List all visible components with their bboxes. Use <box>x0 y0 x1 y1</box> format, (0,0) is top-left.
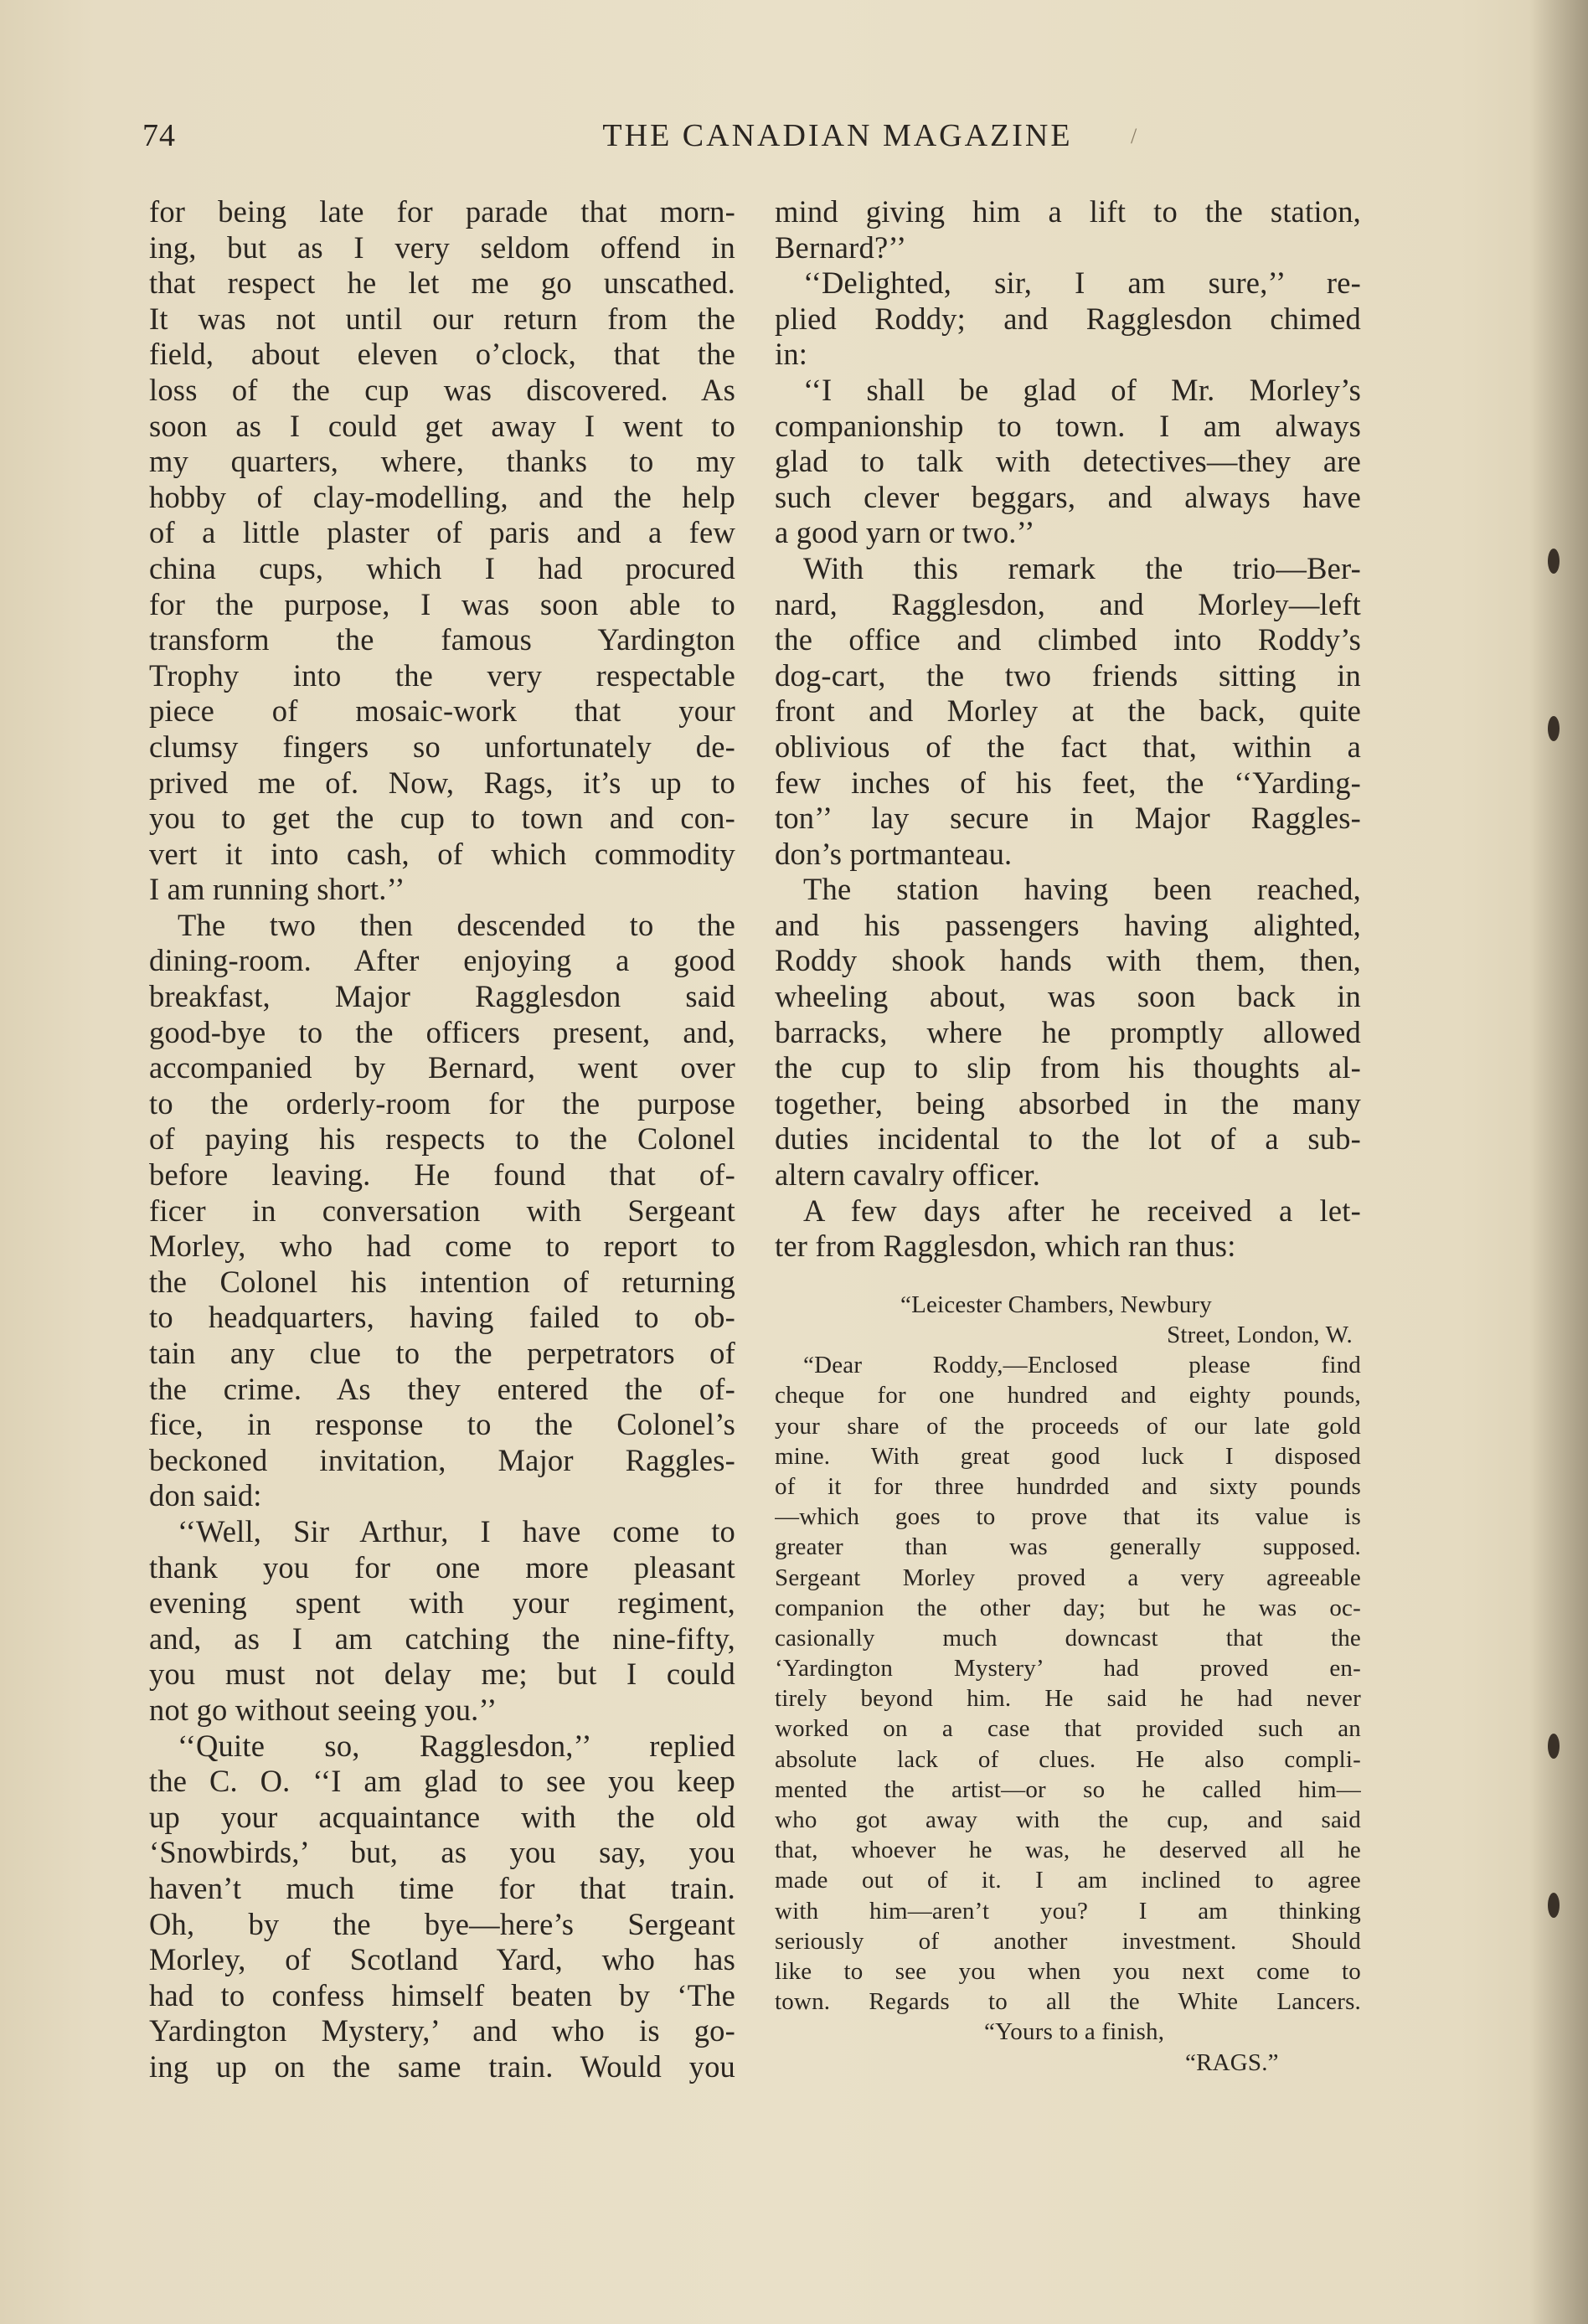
text-line: barracks, where he promptly allowed <box>775 1014 1361 1049</box>
text-line: the crime. As they entered the of- <box>149 1371 735 1406</box>
text-line: don said: <box>149 1478 262 1513</box>
text-line: ‘Snowbirds,’ but, as you say, you <box>149 1835 735 1870</box>
corner-mark: / <box>1131 124 1137 148</box>
text-line: and, as I am catching the nine-fifty, <box>149 1621 735 1656</box>
text-line: the C. O. ‘‘I am glad to see you keep <box>149 1764 735 1799</box>
text-line: evening spent with your regiment, <box>149 1585 735 1621</box>
text-line: to the orderly-room for the purpose <box>149 1085 735 1121</box>
text-line: altern cavalry officer. <box>775 1157 1041 1193</box>
text-line: for being late for parade that morn- <box>149 194 735 229</box>
text-line: my quarters, where, thanks to my <box>149 444 735 479</box>
running-title: THE CANADIAN MAGAZINE <box>602 118 1073 153</box>
text-line: together, being absorbed in the many <box>775 1085 1361 1121</box>
text-line: soon as I could get away I went to <box>149 408 735 443</box>
left-column <box>149 194 735 2084</box>
text-line: ficer in conversation with Sergeant <box>149 1193 735 1228</box>
text-line: ter from Ragglesdon, which ran thus: <box>775 1229 1236 1264</box>
text-line: you to get the cup to town and con- <box>149 801 735 836</box>
text-line: haven’t much time for that train. <box>149 1870 735 1905</box>
right-column <box>775 194 1361 2078</box>
letter-line: mented the artist—or so he called him— <box>775 1775 1361 1803</box>
letter-line: that, whoever he was, he deserved all he <box>775 1837 1361 1864</box>
text-line: Bernard?’’ <box>775 229 907 265</box>
text-line: With this remark the trio—Ber- <box>803 550 1361 585</box>
text-line: not go without seeing you.’’ <box>149 1692 498 1727</box>
text-line: loss of the cup was discovered. As <box>149 372 735 407</box>
text-line: glad to talk with detectives—they are <box>775 444 1361 479</box>
text-line: vert it into cash, of which commodity <box>149 836 735 871</box>
text-line: don’s portmanteau. <box>775 836 1013 871</box>
text-line: of paying his respects to the Colonel <box>149 1121 735 1157</box>
text-line: prived me of. Now, Rags, it’s up to <box>149 765 735 800</box>
text-line: plied Roddy; and Ragglesdon chimed <box>775 301 1361 336</box>
letter-closing: “Yours to a finish, <box>984 2018 1165 2046</box>
text-line: companionship to town. I am always <box>775 408 1361 443</box>
text-line: hobby of clay-modelling, and the help <box>149 479 735 514</box>
text-line: accompanied by Bernard, went over <box>149 1050 735 1085</box>
text-line: the cup to slip from his thoughts al- <box>775 1050 1361 1085</box>
text-line: ‘‘Well, Sir Arthur, I have come to <box>178 1513 735 1548</box>
text-line: Morley, who had come to report to <box>149 1229 735 1264</box>
letter-line: made out of it. I am inclined to agree <box>775 1867 1361 1894</box>
text-line: Morley, of Scotland Yard, who has <box>149 1942 735 1977</box>
text-line: Oh, by the bye—here’s Sergeant <box>149 1906 735 1941</box>
letter-line: companion the other day; but he was oc- <box>775 1594 1361 1621</box>
letter-signature: “RAGS.” <box>1185 2048 1279 2076</box>
text-line: field, about eleven o’clock, that the <box>149 337 735 372</box>
text-line: few inches of his feet, the ‘‘Yarding- <box>775 765 1361 800</box>
letter-line: —which goes to prove that its value is <box>775 1503 1361 1531</box>
text-line: to headquarters, having failed to ob- <box>149 1300 735 1335</box>
letter-line: greater than was generally supposed. <box>775 1533 1361 1561</box>
text-line: ing up on the same train. Would you <box>149 2048 735 2084</box>
text-line: the office and climbed into Roddy’s <box>775 622 1361 657</box>
text-line: in: <box>775 337 808 372</box>
text-line: up your acquaintance with the old <box>149 1799 735 1834</box>
letter-line: tirely beyond him. He said he had never <box>775 1685 1361 1713</box>
text-line: dog-cart, the two friends sitting in <box>775 657 1361 693</box>
letter-line: Sergeant Morley proved a very agreeable <box>775 1564 1361 1591</box>
text-line: mind giving him a lift to the station, <box>775 194 1361 229</box>
text-line: The two then descended to the <box>178 907 735 942</box>
text-line: clumsy fingers so unfortunately de- <box>149 729 735 764</box>
letter-address-line: “Leicester Chambers, Newbury <box>900 1291 1212 1318</box>
text-line: I am running short.’’ <box>149 872 405 907</box>
text-line: tain any clue to the perpetrators of <box>149 1336 735 1370</box>
binding-stitch <box>1548 1734 1560 1759</box>
text-line: dining-room. After enjoying a good <box>149 943 735 978</box>
text-line: ton’’ lay secure in Major Raggles- <box>775 801 1361 836</box>
text-line: transform the famous Yardington <box>149 622 735 657</box>
page-header <box>142 117 1365 167</box>
text-line: duties incidental to the lot of a sub- <box>775 1121 1361 1157</box>
letter-line: cheque for one hundred and eighty pounds, <box>775 1382 1361 1409</box>
letter-line: with him—aren’t you? I am thinking <box>775 1897 1361 1925</box>
page-binding-edge <box>1529 0 1588 2324</box>
letter-block <box>775 1290 1361 2078</box>
text-line: breakfast, Major Ragglesdon said <box>149 979 735 1014</box>
text-line: for the purpose, I was soon able to <box>149 586 735 621</box>
text-line: A few days after he received a let- <box>803 1193 1361 1228</box>
text-line: good-bye to the officers present, and, <box>149 1014 735 1049</box>
binding-stitch <box>1548 1893 1560 1918</box>
text-line: wheeling about, was soon back in <box>775 979 1361 1014</box>
letter-line: of it for three hundrded and sixty pounds <box>775 1472 1361 1500</box>
letter-line: who got away with the cup, and said <box>775 1806 1361 1834</box>
text-line: thank you for one more pleasant <box>149 1549 735 1585</box>
letter-line: ‘Yardington Mystery’ had proved en- <box>775 1655 1361 1682</box>
text-line: Roddy shook hands with them, then, <box>775 943 1361 978</box>
letter-line: town. Regards to all the White Lancers. <box>775 1988 1361 2016</box>
letter-line: casionally much downcast that the <box>775 1624 1361 1652</box>
text-line: such clever beggars, and always have <box>775 479 1361 514</box>
text-line: oblivious of the fact that, within a <box>775 729 1361 764</box>
text-line: of a little plaster of paris and a few <box>149 515 735 550</box>
text-line: fice, in response to the Colonel’s <box>149 1407 735 1442</box>
text-line: beckoned invitation, Major Raggles- <box>149 1442 735 1477</box>
letter-line: your share of the proceeds of our late gold <box>775 1412 1361 1440</box>
letter-line: worked on a case that provided such an <box>775 1715 1361 1743</box>
binding-stitch <box>1548 549 1560 574</box>
text-line: Trophy into the very respectable <box>149 657 735 693</box>
text-line: had to confess himself beaten by ‘The <box>149 1977 735 2012</box>
text-line: that respect he let me go unscathed. <box>149 265 735 301</box>
letter-line: seriously of another investment. Should <box>775 1927 1361 1955</box>
text-line: a good yarn or two.’’ <box>775 515 1035 550</box>
text-line: china cups, which I had procured <box>149 550 735 585</box>
letter-address-line: Street, London, W. <box>1167 1322 1353 1349</box>
binding-stitch <box>1548 716 1560 741</box>
text-line: you must not delay me; but I could <box>149 1657 735 1692</box>
text-line: Yardington Mystery,’ and who is go- <box>149 2013 735 2048</box>
letter-line: mine. With great good luck I disposed <box>775 1442 1361 1470</box>
text-line: ‘‘I shall be glad of Mr. Morley’s <box>803 372 1361 407</box>
text-line: nard, Ragglesdon, and Morley—left <box>775 586 1361 621</box>
text-line: The station having been reached, <box>803 872 1361 907</box>
text-line: the Colonel his intention of returning <box>149 1264 735 1299</box>
letter-line: like to see you when you next come to <box>775 1957 1361 1985</box>
page-number: 74 <box>142 118 176 153</box>
text-line: front and Morley at the back, quite <box>775 693 1361 729</box>
letter-line: “Dear Roddy,—Enclosed please find <box>803 1352 1361 1379</box>
text-line: ing, but as I very seldom offend in <box>149 229 735 265</box>
text-line: piece of mosaic-work that your <box>149 693 735 729</box>
text-line: ‘‘Quite so, Ragglesdon,’’ replied <box>178 1728 735 1763</box>
text-line: ‘‘Delighted, sir, I am sure,’’ re- <box>803 265 1361 301</box>
text-line: before leaving. He found that of- <box>149 1157 735 1193</box>
text-line: It was not until our return from the <box>149 301 735 336</box>
letter-line: absolute lack of clues. He also compli- <box>775 1745 1361 1773</box>
text-line: and his passengers having alighted, <box>775 907 1361 942</box>
